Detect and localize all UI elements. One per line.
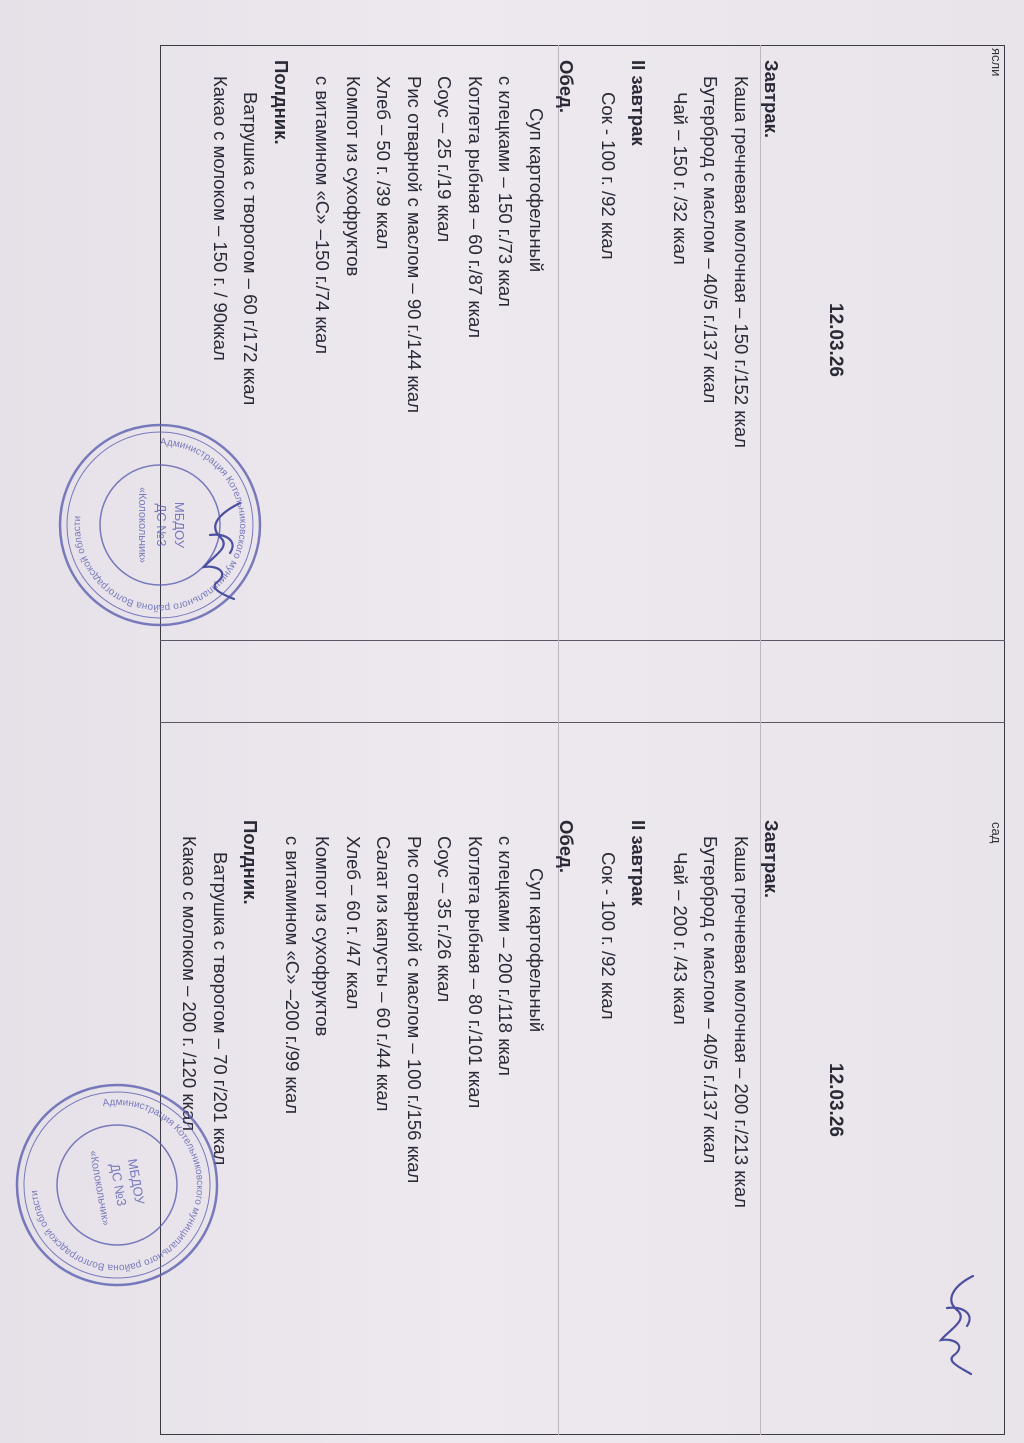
kindergarten-lunch-item: с витамином «С» –200 г./99 ккал <box>282 836 303 1115</box>
nursery-date: 12.03.26 <box>825 303 846 377</box>
nursery-lunch-item: с витамином «С» –150 г./74 ккал <box>312 76 334 355</box>
official-stamp <box>12 1080 222 1290</box>
kindergarten-date: 12.03.26 <box>825 1063 846 1137</box>
kindergarten-snack-item: Ватрушка с творогом – 70 г/201 ккал <box>210 852 231 1166</box>
kindergarten-lunch-item: с клецками – 200 г./118 ккал <box>495 836 517 1076</box>
svg-text:МБДОУ: МБДОУ <box>124 1157 148 1206</box>
kindergarten-lunch-item: Компот из сухофруктов <box>312 836 334 1037</box>
nursery-lunch-item: Соус – 25 г./19 ккал <box>434 76 456 243</box>
nursery-lunch-item: с клецками – 150 г./73 ккал <box>495 76 517 307</box>
kindergarten-second-breakfast-title: II завтрак <box>628 820 650 906</box>
nursery-lunch-title: Обед. <box>556 60 578 113</box>
svg-text:МБДОУ: МБДОУ <box>172 501 187 549</box>
table-divider <box>160 722 1005 723</box>
nursery-tab-label: ясли <box>989 48 1004 77</box>
nursery-lunch-item: Компот из сухофруктов <box>343 76 364 277</box>
kindergarten-breakfast-item: Каша гречневая молочная – 200 г./213 ккал <box>731 836 752 1208</box>
signature <box>925 1270 995 1380</box>
nursery-snack-title: Полдник. <box>271 60 292 145</box>
kindergarten-lunch-item: Хлеб – 60 г. /47 ккал <box>343 836 364 1010</box>
nursery-breakfast-title: Завтрак. <box>761 60 783 139</box>
nursery-menu <box>205 60 851 620</box>
kindergarten-lunch-title: Обед. <box>556 820 578 873</box>
kindergarten-breakfast-item: Чай – 200 г. /43 ккал <box>670 852 691 1025</box>
kindergarten-lunch-item: Салат из капусты – 60 г./44 ккал <box>373 836 395 1112</box>
svg-text:Администрация Котельниковского: Администрация Котельниковского муниципального района Волгоградской области <box>29 1096 206 1274</box>
nursery-lunch-item: Котлета рыбная – 60 г./87 ккал <box>465 76 486 339</box>
svg-text:ДС №3: ДС №3 <box>154 503 169 547</box>
nursery-snack-item: Ватрушка с творогом – 60 г/172 ккал <box>240 92 262 406</box>
kindergarten-breakfast-title: Завтрак. <box>761 820 783 899</box>
nursery-second-breakfast-title: II завтрак <box>628 60 650 146</box>
kindergarten-snack-title: Полдник. <box>240 820 262 905</box>
svg-text:Администрация Котельниковского: Администрация Котельниковского муниципального района Волгоградской области <box>71 436 249 614</box>
kindergarten-snack-item: Какао с молоком – 200 г. /120 ккал <box>179 836 201 1132</box>
kindergarten-breakfast-item: Бутерброд с маслом – 40/5 г./137 ккал <box>700 836 722 1164</box>
kindergarten-lunch-item: Рис отварной с маслом – 100 г./156 ккал <box>404 836 425 1184</box>
kindergarten-second-breakfast-item: Сок - 100 г. /92 ккал <box>598 852 619 1020</box>
nursery-lunch-item: Рис отварной с маслом – 90 г./144 ккал <box>404 76 425 413</box>
nursery-second-breakfast-item: Сок - 100 г. /92 ккал <box>598 92 619 260</box>
kindergarten-tab-label: сад <box>989 822 1004 844</box>
nursery-breakfast-item: Каша гречневая молочная – 150 г./152 ккал <box>731 76 752 448</box>
signature <box>190 495 260 605</box>
kindergarten-lunch-item: Котлета рыбная – 80 г./101 ккал <box>465 836 486 1109</box>
nursery-lunch-item: Суп картофельный <box>526 108 547 273</box>
svg-text:«Колокольчик»: «Колокольчик» <box>86 1149 112 1227</box>
svg-text:«Колокольчик»: «Колокольчик» <box>136 486 148 564</box>
svg-text:ДС №3: ДС №3 <box>107 1162 130 1208</box>
nursery-breakfast-item: Чай – 150 г. /32 ккал <box>670 92 691 265</box>
kindergarten-lunch-item: Суп картофельный <box>526 868 547 1033</box>
nursery-snack-item: Какао с молоком – 150 г. / 90ккал <box>210 76 231 361</box>
kindergarten-menu <box>174 820 850 1380</box>
nursery-breakfast-item: Бутерброд с маслом – 40/5 г./137 ккал <box>700 76 722 404</box>
kindergarten-lunch-item: Соус – 35 г./26 ккал <box>434 836 456 1003</box>
nursery-lunch-item: Хлеб – 50 г. /39 ккал <box>373 76 395 250</box>
table-divider <box>160 640 1005 641</box>
